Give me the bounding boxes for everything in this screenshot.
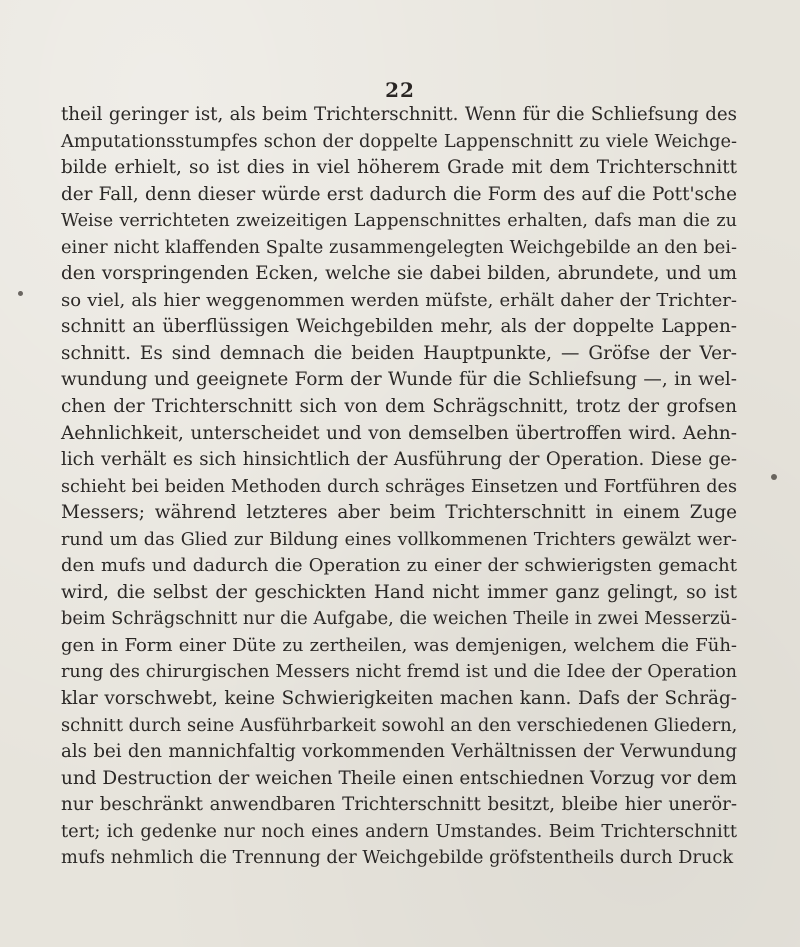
text-line: beim Schrägschnitt nur die Aufgabe, die weichen Theile in zwei Messerzü-: [61, 608, 737, 630]
ink-speck: [18, 291, 23, 296]
text-line: den vorspringenden Ecken, welche sie dabei bilden, abrundete, und um: [61, 263, 737, 285]
body-text: [61, 102, 737, 872]
text-line: schnitt durch seine Ausführbarkeit sowohl an den verschiedenen Gliedern,: [61, 714, 738, 736]
text-line: wundung und geeignete Form der Wunde für die Schliefsung —, in wel-: [61, 369, 737, 391]
text-line: so viel, als hier weggenommen werden müfste, erhält daher der Trichter-: [61, 289, 737, 311]
text-line: schieht bei beiden Methoden durch schräges Einsetzen und Fortführen des: [61, 476, 737, 497]
text-line: den mufs und dadurch die Operation zu einer der schwierigsten gemacht: [61, 555, 737, 577]
text-line: rung des chirurgischen Messers nicht fremd ist und die Idee der Operation: [61, 662, 737, 683]
text-line: mufs nehmlich die Trennung der Weichgebilde gröfstentheils durch Druck: [61, 847, 734, 869]
page-number: 22: [385, 78, 415, 102]
text-line: schnitt an überflüssigen Weichgebilden mehr, als der doppelte Lappen-: [61, 316, 737, 338]
text-line: theil geringer ist, als beim Trichterschnitt. Wenn für die Schliefsung des: [61, 104, 737, 125]
text-line: der Fall, denn dieser würde erst dadurch die Form des auf die Pott'sche: [61, 183, 737, 205]
text-line: als bei den mannichfaltig vorkommenden Verhältnissen der Verwundung: [61, 741, 737, 763]
text-line: Amputationsstumpfes schon der doppelte Lappenschnitt zu viele Weichge-: [61, 130, 737, 152]
text-line: rund um das Glied zur Bildung eines vollkommenen Trichters gewälzt wer-: [61, 529, 737, 550]
text-line: Aehnlichkeit, unterscheidet und von demselben übertroffen wird. Aehn-: [61, 422, 737, 444]
text-line: klar vorschwebt, keine Schwierigkeiten machen kann. Dafs der Schräg-: [61, 688, 737, 710]
text-line: wird, die selbst der geschickten Hand nicht immer ganz gelingt, so ist: [61, 581, 737, 603]
text-line: nur beschränkt anwendbaren Trichterschnitt besitzt, bleibe hier unerör-: [61, 794, 737, 816]
text-line: gen in Form einer Düte zu zertheilen, was demjenigen, welchem die Füh-: [61, 634, 737, 656]
text-line: tert; ich gedenke nur noch eines andern Umstandes. Beim Trichterschnitt: [61, 820, 737, 842]
text-line: lich verhält es sich hinsichtlich der Ausführung der Operation. Diese ge-: [61, 449, 737, 471]
ink-speck: [771, 474, 777, 480]
text-line: und Destruction der weichen Theile einen entschiednen Vorzug vor dem: [61, 767, 737, 789]
text-line: schnitt. Es sind demnach die beiden Hauptpunkte, — Gröfse der Ver-: [61, 342, 737, 364]
text-line: bilde erhielt, so ist dies in viel höherem Grade mit dem Trichterschnitt: [61, 157, 737, 179]
text-line: einer nicht klaffenden Spalte zusammengelegten Weichgebilde an den bei-: [61, 236, 737, 258]
text-line: Messers; während letzteres aber beim Trichterschnitt in einem Zuge: [61, 502, 737, 524]
text-line: Weise verrichteten zweizeitigen Lappenschnittes erhalten, dafs man die zu: [61, 211, 737, 232]
text-line: chen der Trichterschnitt sich von dem Schrägschnitt, trotz der grofsen: [61, 396, 737, 418]
